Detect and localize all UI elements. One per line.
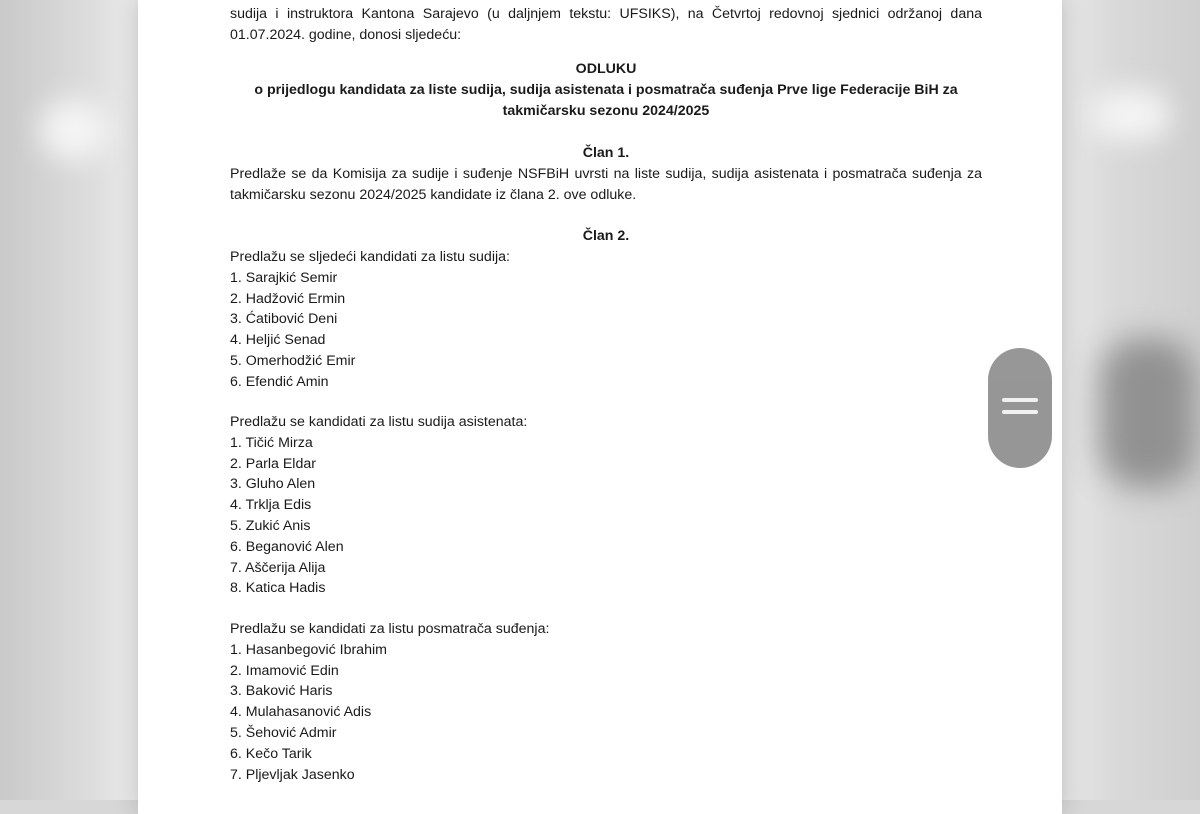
list-item: 4. Trklja Edis: [230, 497, 312, 514]
observers-section: [230, 619, 982, 785]
document-subtitle-line-2: takmičarsku sezonu 2024/2025: [502, 103, 710, 119]
assistants-intro: Predlažu se kandidati za listu sudija asistenata:: [230, 414, 528, 430]
list-item: 4. Heljić Senad: [230, 332, 326, 349]
article-1-heading: Član 1.: [582, 145, 630, 161]
list-item: 6. Efendić Amin: [230, 373, 329, 390]
list-item: 2. Hadžović Ermin: [230, 290, 346, 307]
list-item: 8. Katica Hadis: [230, 580, 326, 597]
referees-list: [230, 268, 982, 393]
list-item: 2. Imamović Edin: [230, 662, 339, 679]
document-title: ODLUKU: [575, 61, 637, 77]
list-item: 7. Aščerija Alija: [230, 559, 326, 576]
intro-paragraph: sudija i instruktora Kantona Sarajevo (u daljnjem tekstu: UFSIKS), na Četvrtoj redovnoj sjednici održanoj dana 01.07.2024. godine, donosi sljedeću:: [230, 6, 982, 43]
list-item: 5. Zukić Anis: [230, 517, 311, 534]
list-item: 3. Ćatibović Deni: [230, 311, 338, 328]
list-item: 1. Sarajkić Semir: [230, 269, 338, 286]
list-item: 3. Gluho Alen: [230, 476, 316, 493]
list-item: 6. Kečo Tarik: [230, 745, 312, 762]
document-subtitle-line-1: o prijedlogu kandidata za liste sudija, sudija asistenata i posmatrača suđenja Prve lige Federacije BiH za: [254, 82, 958, 98]
drag-handle-icon: [1002, 410, 1038, 414]
list-item: 7. Pljevljak Jasenko: [230, 766, 355, 783]
blurred-backdrop-left: [40, 100, 110, 160]
scroll-handle[interactable]: [988, 348, 1052, 468]
article-1-text: Predlaže se da Komisija za sudije i suđenje NSFBiH uvrsti na liste sudija, sudija asistenata i posmatrača suđenja za takmičarsku sezonu 2024/2025 kandidate iz člana 2. ove odluke.: [230, 166, 982, 203]
list-item: 4. Mulahasanović Adis: [230, 704, 372, 721]
list-item: 5. Omerhodžić Emir: [230, 352, 356, 369]
assistants-list: [230, 433, 982, 599]
blurred-handle-shadow: [1100, 338, 1196, 488]
assistants-section: [230, 412, 982, 599]
drag-handle-icon: [1002, 398, 1038, 402]
document-page: [138, 0, 1062, 814]
list-item: 1. Tičić Mirza: [230, 434, 313, 451]
referees-intro: Predlažu se sljedeći kandidati za listu sudija:: [230, 249, 510, 265]
referees-section: [230, 247, 982, 393]
observers-intro: Predlažu se kandidati za listu posmatrača suđenja:: [230, 621, 550, 637]
blurred-backdrop-right: [1090, 90, 1170, 140]
list-item: 3. Baković Haris: [230, 683, 333, 700]
article-2-heading: Član 2.: [582, 228, 630, 244]
list-item: 5. Šehović Admir: [230, 724, 337, 741]
observers-list: [230, 640, 982, 786]
list-item: 6. Beganović Alen: [230, 538, 344, 555]
list-item: 1. Hasanbegović Ibrahim: [230, 641, 387, 658]
list-item: 2. Parla Eldar: [230, 455, 316, 472]
